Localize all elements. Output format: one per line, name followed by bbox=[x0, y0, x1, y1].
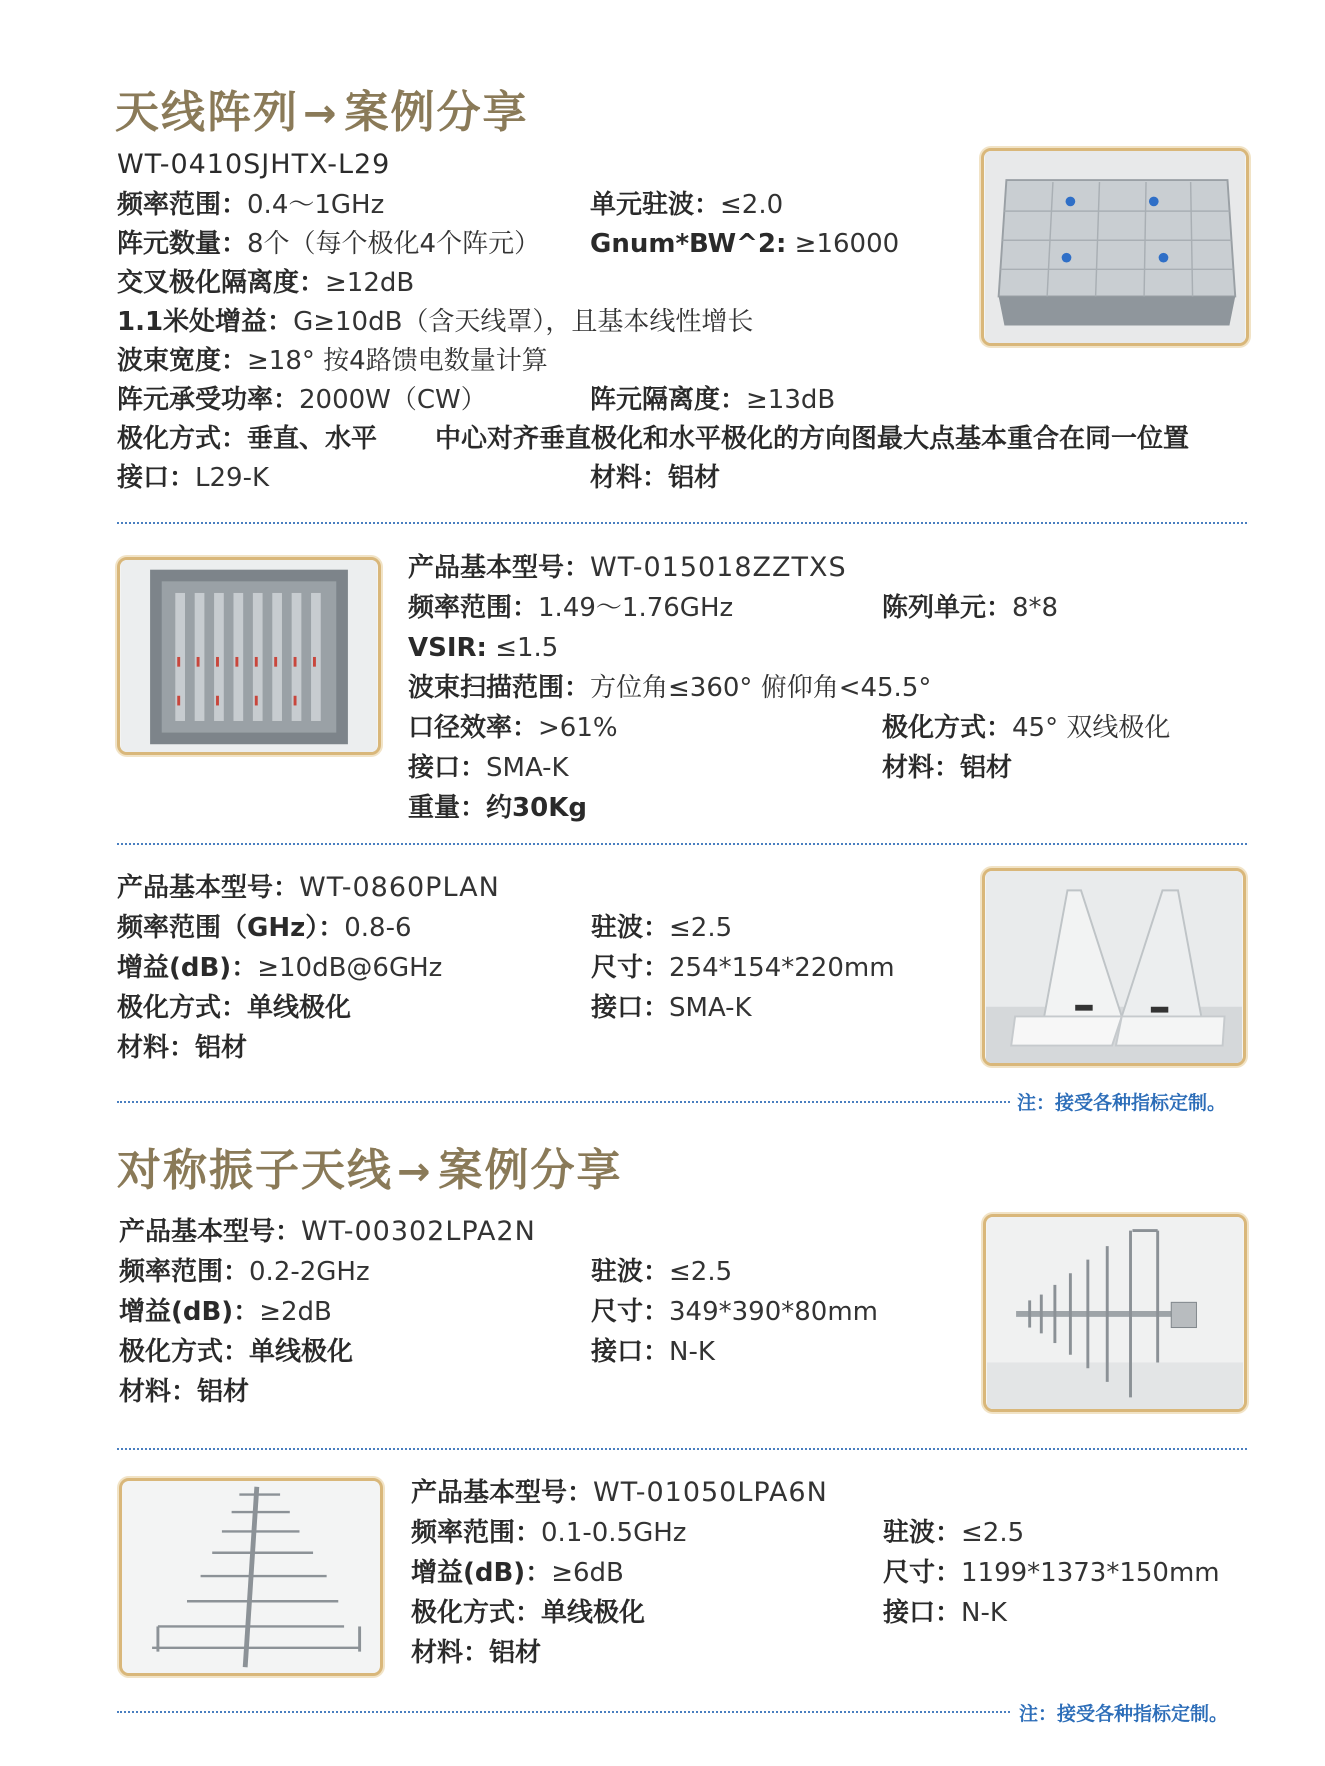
arrow-icon: → bbox=[397, 1149, 433, 1195]
spec-polarization: 极化方式：单线极化 bbox=[119, 1337, 354, 1367]
section-title-dipole-antenna bbox=[117, 1134, 623, 1198]
spec-port: 接口：N-K bbox=[883, 1598, 1007, 1628]
spec-weight: 重量：约30Kg bbox=[408, 793, 587, 823]
spec-freq: 频率范围：0.2-2GHz bbox=[119, 1257, 370, 1287]
spec-gnum: Gnum*BW^2: ≥16000 bbox=[590, 229, 900, 259]
spec-vswr: 单元驻波：≤2.0 bbox=[590, 190, 784, 220]
spec-size: 尺寸：1199*1373*150mm bbox=[883, 1558, 1220, 1588]
spec-port: 接口：N-K bbox=[591, 1337, 715, 1367]
log-periodic-antenna-image bbox=[986, 1217, 1244, 1409]
spec-gain: 增益(dB)：≥6dB bbox=[411, 1558, 624, 1588]
section-title-text: 天线阵列 bbox=[115, 87, 299, 138]
spec-cross-pol: 交叉极化隔离度：≥12dB bbox=[117, 268, 415, 298]
phased-array-image bbox=[120, 560, 378, 752]
section-title-text: 对称振子天线 bbox=[117, 1145, 393, 1196]
spec-beamwidth: 波束宽度：≥18° 按4路馈电数量计算 bbox=[117, 346, 548, 376]
product-5-specs bbox=[411, 1478, 1251, 1678]
spec-polarization: 极化方式：单线极化 bbox=[117, 993, 352, 1023]
product-1-photo bbox=[981, 148, 1249, 346]
section-title-suffix: 案例分享 bbox=[344, 87, 529, 138]
section-divider bbox=[117, 1448, 1247, 1450]
spec-gain: 增益(dB)：≥10dB@6GHz bbox=[117, 953, 443, 983]
section-divider bbox=[117, 522, 1247, 524]
spec-freq: 频率范围（GHz）：0.8-6 bbox=[117, 913, 412, 943]
spec-model: 产品基本型号：WT-00302LPA2N bbox=[119, 1216, 536, 1247]
spec-isolation: 阵元隔离度：≥13dB bbox=[590, 385, 836, 415]
product-3-photo bbox=[982, 868, 1246, 1066]
spec-freq: 频率范围：0.4～1GHz bbox=[117, 190, 385, 220]
spec-scan-range: 波束扫描范围：方位角≤360° 俯仰角<45.5° bbox=[408, 673, 932, 703]
spec-vswr: 驻波：≤2.5 bbox=[591, 913, 733, 943]
log-periodic-large-image bbox=[122, 1481, 380, 1673]
spec-gain: 1.1米处增益：G≥10dB（含天线罩），且基本线性增长 bbox=[117, 307, 754, 337]
product-4-specs bbox=[119, 1217, 939, 1417]
arrow-icon: → bbox=[303, 91, 339, 137]
spec-vswr: 驻波：≤2.5 bbox=[591, 1257, 733, 1287]
section-title-suffix: 案例分享 bbox=[438, 1145, 623, 1196]
spec-freq: 频率范围：0.1-0.5GHz bbox=[411, 1518, 687, 1548]
custom-note: 注：接受各种指标定制。 bbox=[1017, 1092, 1227, 1114]
spec-polarization: 极化方式：单线极化 bbox=[411, 1598, 646, 1628]
product-3-specs bbox=[117, 873, 937, 1073]
spec-model: 产品基本型号：WT-0860PLAN bbox=[117, 872, 500, 903]
spec-polarization: 极化方式：45° 双线极化 bbox=[882, 713, 1171, 743]
spec-material: 材料：铝材 bbox=[411, 1638, 542, 1668]
spec-vsir: VSIR: ≤1.5 bbox=[408, 633, 559, 663]
spec-material: 材料：铝材 bbox=[590, 463, 721, 493]
spec-gain: 增益(dB)：≥2dB bbox=[119, 1297, 332, 1327]
spec-polarization: 极化方式：垂直、水平 bbox=[117, 424, 378, 454]
spec-material: 材料：铝材 bbox=[117, 1033, 248, 1063]
spec-material: 材料：铝材 bbox=[882, 753, 1013, 783]
section-divider bbox=[117, 1101, 1010, 1103]
spec-freq: 频率范围：1.49～1.76GHz bbox=[408, 593, 734, 623]
product-2-photo bbox=[117, 557, 381, 755]
custom-note: 注：接受各种指标定制。 bbox=[1019, 1703, 1229, 1725]
spec-array-units: 陈列单元：8*8 bbox=[882, 593, 1059, 623]
spec-polarization-note: 中心对齐垂直极化和水平极化的方向图最大点基本重合在同一位置 bbox=[435, 424, 1190, 454]
product-model: WT-0410SJHTX-L29 bbox=[117, 149, 391, 180]
product-5-photo bbox=[119, 1478, 383, 1676]
spec-model: 产品基本型号：WT-01050LPA6N bbox=[411, 1477, 828, 1508]
spec-port: 接口：SMA-K bbox=[408, 753, 569, 783]
spec-size: 尺寸：254*154*220mm bbox=[591, 953, 895, 983]
antenna-panel-image bbox=[984, 151, 1246, 343]
product-4-photo bbox=[983, 1214, 1247, 1412]
section-divider bbox=[117, 843, 1247, 845]
product-2-specs bbox=[408, 552, 1248, 823]
spec-port: 接口：SMA-K bbox=[591, 993, 752, 1023]
spec-material: 材料：铝材 bbox=[119, 1377, 250, 1407]
spec-model: 产品基本型号：WT-015018ZZTXS bbox=[408, 552, 847, 583]
horn-antenna-image bbox=[985, 871, 1243, 1063]
spec-port: 接口：L29-K bbox=[117, 463, 270, 493]
spec-efficiency: 口径效率：>61% bbox=[408, 713, 618, 743]
section-divider bbox=[117, 1711, 1010, 1713]
spec-vswr: 驻波：≤2.5 bbox=[883, 1518, 1025, 1548]
spec-element-count: 阵元数量：8个（每个极化4个阵元） bbox=[117, 229, 541, 259]
section-title-antenna-array bbox=[115, 76, 529, 140]
spec-power: 阵元承受功率：2000W（CW） bbox=[117, 385, 487, 415]
spec-size: 尺寸：349*390*80mm bbox=[591, 1297, 879, 1327]
